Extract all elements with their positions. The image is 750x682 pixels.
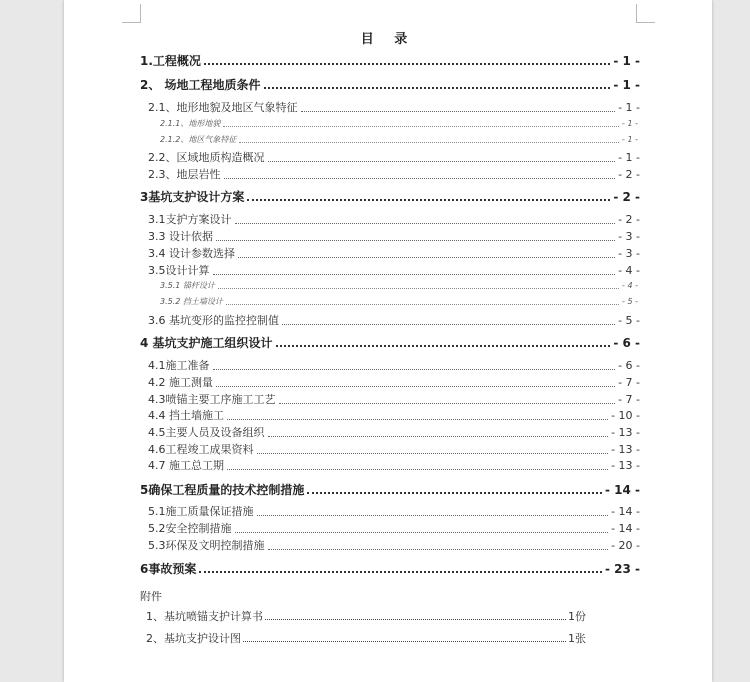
toc-page-number: - 2 - [613, 190, 640, 204]
toc-entry[interactable] [140, 188, 640, 205]
toc-entry[interactable] [148, 374, 640, 390]
leader-dots [279, 403, 616, 404]
toc-entry[interactable] [148, 391, 640, 407]
attachment-qty: 1份 [568, 610, 586, 623]
attachment-text: 1、基坑喷锚支护计算书 [146, 610, 263, 623]
toc-page-number: - 13 - [611, 426, 640, 439]
leader-dots [213, 274, 616, 275]
toc-entry[interactable] [148, 357, 640, 373]
leader-dots [227, 469, 608, 470]
toc-page-number: - 1 - [622, 135, 638, 144]
leader-dots [307, 492, 602, 494]
toc-page-number: - 14 - [611, 522, 640, 535]
toc-page-number: - 5 - [618, 314, 640, 327]
leader-dots [301, 111, 616, 112]
toc-entry[interactable] [148, 99, 640, 115]
leader-dots [247, 199, 610, 201]
toc-entry[interactable] [148, 245, 640, 261]
toc-page-number: - 7 - [618, 376, 640, 389]
toc-page-number: - 20 - [611, 539, 640, 552]
toc-entry[interactable] [140, 76, 640, 93]
leader-dots [238, 257, 615, 258]
toc-entry-text: 4.7 施工总工期 [148, 459, 224, 472]
toc-page-number: - 23 - [604, 562, 640, 576]
document-page [64, 0, 712, 682]
toc-entry-text: 2.1.2、地区气象特征 [160, 135, 237, 144]
leader-dots [265, 619, 566, 620]
toc-page-number: - 3 - [618, 247, 640, 260]
toc-entry[interactable] [148, 424, 640, 440]
leader-dots [199, 571, 602, 573]
toc-entry-text: 5.3环保及文明控制措施 [148, 539, 265, 552]
toc-page-number: - 1 - [618, 101, 640, 114]
toc-entry-text: 2.1.1、地形地貌 [160, 119, 221, 128]
leader-dots [218, 288, 619, 289]
toc-entry-text: 3.6 基坑变形的监控控制值 [148, 314, 279, 327]
toc-entry[interactable] [148, 407, 640, 423]
toc-entry-text: 1.工程概况 [140, 54, 201, 68]
leader-dots [243, 641, 566, 642]
toc-entry[interactable] [148, 503, 640, 519]
toc-page-number: - 4 - [618, 264, 640, 277]
toc-page-number: - 14 - [611, 505, 640, 518]
toc-entry-text: 4 基坑支护施工组织设计 [140, 336, 273, 350]
toc-page-number: - 6 - [618, 359, 640, 372]
leader-dots [216, 386, 615, 387]
toc-entry[interactable] [160, 280, 638, 291]
toc-entry-text: 5.1施工质量保证措施 [148, 505, 254, 518]
toc-page-number: - 6 - [613, 336, 640, 350]
toc-page-number: - 14 - [604, 483, 640, 497]
leader-dots [239, 142, 619, 143]
leader-dots [216, 240, 615, 241]
attachment-qty: 1张 [568, 632, 586, 645]
toc-entry[interactable] [140, 560, 640, 577]
toc-entry[interactable] [148, 457, 640, 473]
toc-page-number: - 5 - [622, 297, 638, 306]
toc-entry-text: 3.4 设计参数选择 [148, 247, 235, 260]
attachment-item [146, 630, 586, 646]
toc-entry-text: 3.5设计计算 [148, 264, 210, 277]
toc-entry[interactable] [160, 118, 638, 129]
leader-dots [213, 369, 616, 370]
toc-entry[interactable] [148, 441, 640, 457]
leader-dots [268, 436, 609, 437]
toc-entry-text: 3基坑支护设计方案 [140, 190, 245, 204]
toc-entry[interactable] [160, 134, 638, 145]
toc-page-number: - 4 - [622, 281, 638, 290]
toc-entry[interactable] [148, 537, 640, 553]
toc-entry[interactable] [148, 312, 640, 328]
toc-entry[interactable] [140, 52, 640, 69]
toc-entry[interactable] [140, 481, 640, 498]
toc-page-number: - 1 - [613, 78, 640, 92]
toc-entry[interactable] [148, 211, 640, 227]
toc-entry-text: 4.2 施工测量 [148, 376, 213, 389]
toc-entry-text: 4.3喷锚主要工序施工工艺 [148, 393, 276, 406]
toc-entry-text: 3.1支护方案设计 [148, 213, 232, 226]
toc-entry[interactable] [148, 149, 640, 165]
toc-entry-text: 5.2安全控制措施 [148, 522, 232, 535]
toc-entry[interactable] [148, 166, 640, 182]
leader-dots [227, 419, 608, 420]
attachments-heading: 附件 [140, 590, 162, 603]
toc-entry-text: 3.3 设计依据 [148, 230, 213, 243]
toc-entry[interactable] [140, 334, 640, 351]
toc-entry-text: 4.6工程竣工成果资料 [148, 443, 254, 456]
leader-dots [223, 126, 619, 127]
leader-dots [268, 549, 609, 550]
toc-entry-text: 4.1施工准备 [148, 359, 210, 372]
toc-page-number: - 1 - [613, 54, 640, 68]
leader-dots [264, 87, 611, 89]
toc-entry[interactable] [148, 228, 640, 244]
toc-entry[interactable] [148, 262, 640, 278]
toc-entry[interactable] [160, 296, 638, 307]
toc-entry-text: 3.5.2 挡土墙设计 [160, 297, 223, 306]
leader-dots [257, 515, 609, 516]
leader-dots [204, 63, 610, 65]
toc-entry-text: 4.4 挡土墙施工 [148, 409, 224, 422]
toc-entry-text: 2.2、区域地质构造概况 [148, 151, 265, 164]
toc-entry[interactable] [148, 520, 640, 536]
attachment-text: 2、基坑支护设计图 [146, 632, 241, 645]
toc-entry-text: 2、 场地工程地质条件 [140, 78, 261, 92]
toc-page-number: - 7 - [618, 393, 640, 406]
toc-page-number: - 1 - [622, 119, 638, 128]
toc-page-number: - 10 - [611, 409, 640, 422]
toc-page-number: - 13 - [611, 443, 640, 456]
leader-dots [276, 345, 611, 347]
leader-dots [257, 453, 609, 454]
attachment-item [146, 608, 586, 624]
toc-page-number: - 1 - [618, 151, 640, 164]
leader-dots [282, 324, 615, 325]
toc-entry-text: 3.5.1 锚杆设计 [160, 281, 215, 290]
leader-dots [268, 161, 616, 162]
toc-page-number: - 13 - [611, 459, 640, 472]
toc-title: 目 录 [360, 32, 416, 47]
toc-entry-text: 2.3、地层岩性 [148, 168, 221, 181]
toc-page-number: - 2 - [618, 213, 640, 226]
toc-entry-text: 2.1、地形地貌及地区气象特征 [148, 101, 298, 114]
toc-entry-text: 6事故预案 [140, 562, 197, 576]
toc-page-number: - 3 - [618, 230, 640, 243]
leader-dots [226, 304, 619, 305]
toc-page-number: - 2 - [618, 168, 640, 181]
table-of-contents [64, 0, 712, 682]
toc-entry-text: 5确保工程质量的技术控制措施 [140, 483, 305, 497]
leader-dots [224, 178, 616, 179]
leader-dots [235, 532, 609, 533]
toc-entry-text: 4.5主要人员及设备组织 [148, 426, 265, 439]
leader-dots [235, 223, 616, 224]
